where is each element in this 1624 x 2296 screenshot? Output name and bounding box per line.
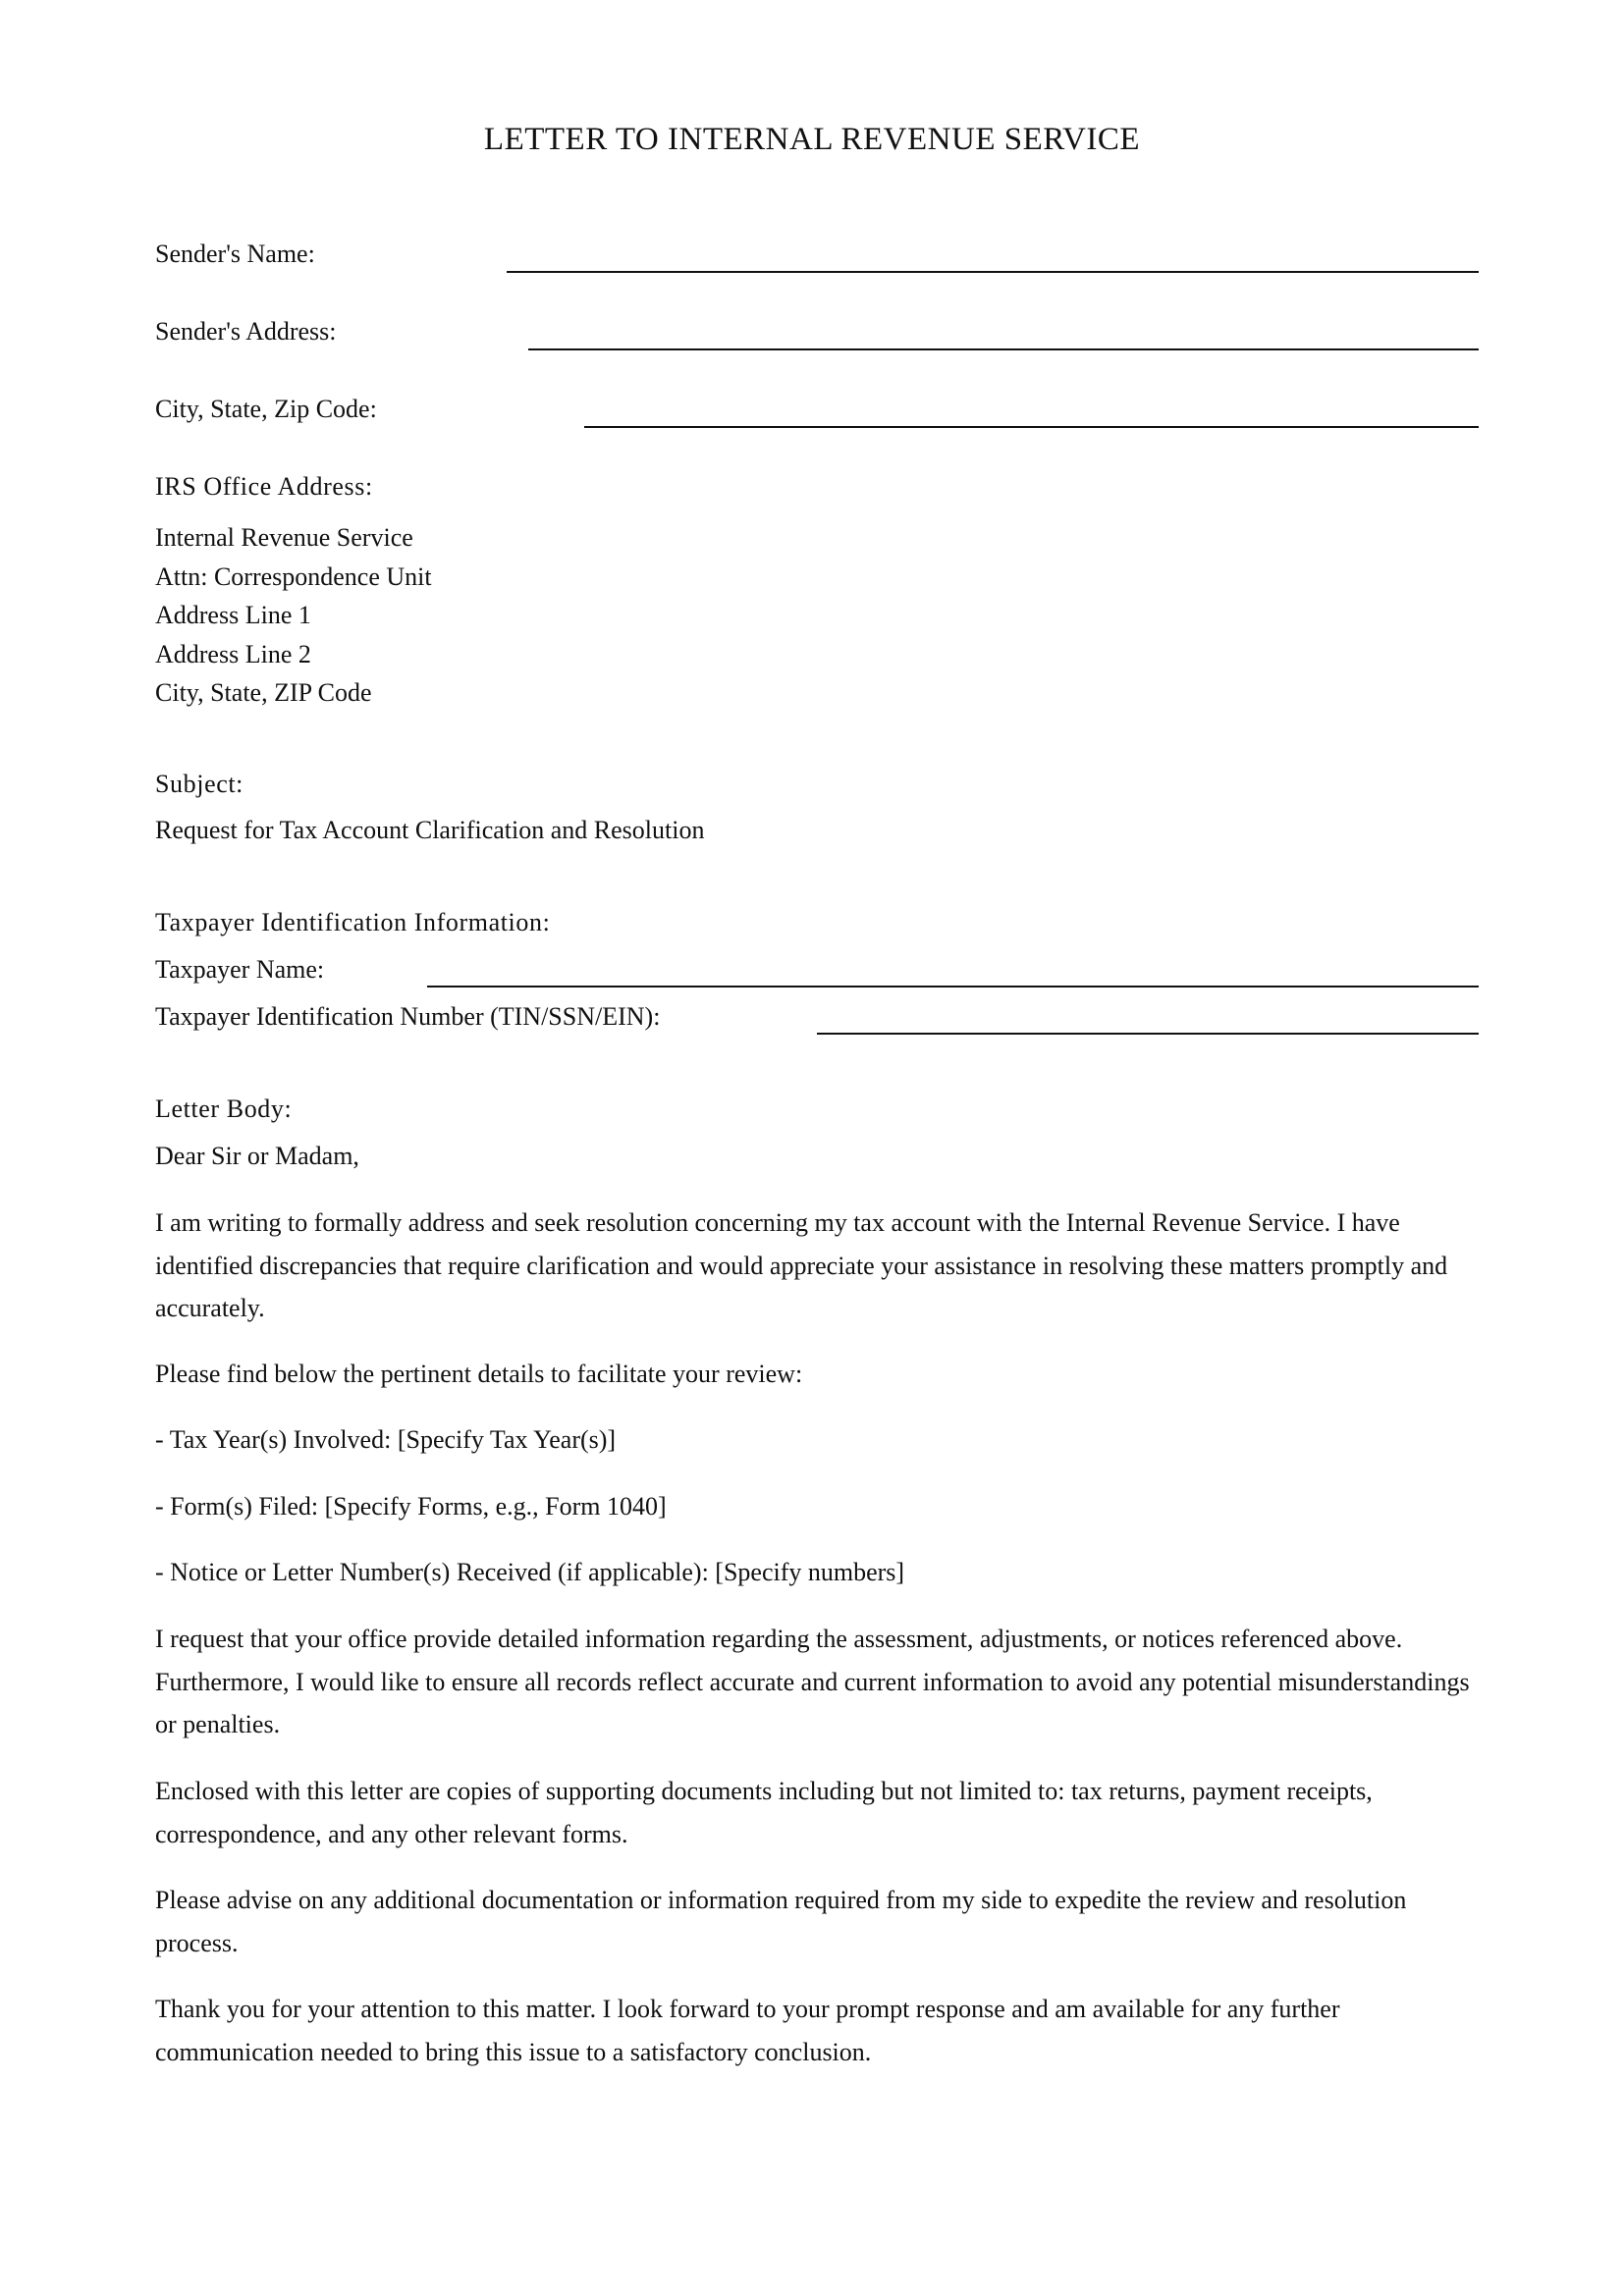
irs-office-heading: IRS Office Address: xyxy=(155,472,373,501)
irs-address-line: City, State, ZIP Code xyxy=(155,678,372,707)
body-paragraph: Please advise on any additional documentation or information required from my side to expedite the review and resolution process. xyxy=(155,1886,1407,1957)
taxpayer-name-field-line[interactable] xyxy=(427,986,1479,988)
subject-text: Request for Tax Account Clarification and Resolution xyxy=(155,816,705,844)
irs-office-address xyxy=(155,518,432,713)
body-paragraph: Enclosed with this letter are copies of supporting documents including but not limited to: tax returns, payment receipts, correspondence, and any other relevant forms. xyxy=(155,1777,1373,1848)
irs-address-line: Address Line 2 xyxy=(155,639,311,668)
subject-heading: Subject: xyxy=(155,770,244,798)
salutation: Dear Sir or Madam, xyxy=(155,1142,359,1170)
irs-address-line: Address Line 1 xyxy=(155,601,311,629)
sender-city-label: City, State, Zip Code: xyxy=(155,395,377,423)
sender-address-label: Sender's Address: xyxy=(155,317,337,346)
letter-body-heading: Letter Body: xyxy=(155,1095,293,1123)
body-paragraph: I request that your office provide detailed information regarding the assessment, adjustments, or notices referenced above. Furthermore, I would like to ensure all records reflect accurate and current information to avoid any potential misunderstandings or penalties. xyxy=(155,1625,1470,1738)
irs-address-line: Attn: Correspondence Unit xyxy=(155,561,432,591)
body-paragraph: Thank you for your attention to this matter. I look forward to your prompt response and am available for any further communication needed to bring this issue to a satisfactory conclusion. xyxy=(155,1995,1340,2066)
sender-name-field-line[interactable] xyxy=(507,271,1479,273)
sender-address-field-line[interactable] xyxy=(528,348,1479,350)
document-title: LETTER TO INTERNAL REVENUE SERVICE xyxy=(483,122,1141,157)
detail-item: - Notice or Letter Number(s) Received (if applicable): [Specify numbers] xyxy=(155,1558,905,1586)
taxpayer-heading: Taxpayer Identification Information: xyxy=(155,908,551,936)
detail-item: - Tax Year(s) Involved: [Specify Tax Year(s)] xyxy=(155,1425,617,1454)
body-paragraph: Please find below the pertinent details to facilitate your review: xyxy=(155,1360,803,1388)
irs-address-line: Internal Revenue Service xyxy=(155,523,413,552)
detail-item: - Form(s) Filed: [Specify Forms, e.g., Form 1040] xyxy=(155,1492,667,1521)
taxpayer-name-label: Taxpayer Name: xyxy=(155,955,325,984)
taxpayer-tin-field-line[interactable] xyxy=(817,1033,1479,1035)
body-paragraph: I am writing to formally address and seek resolution concerning my tax account with the Internal Revenue Service. I have identified discrepancies that require clarification and would appreciate your assistance in resolving these matters promptly and accurately. xyxy=(155,1208,1448,1322)
taxpayer-tin-label: Taxpayer Identification Number (TIN/SSN/EIN): xyxy=(155,1002,661,1031)
sender-name-label: Sender's Name: xyxy=(155,240,315,268)
sender-city-field-line[interactable] xyxy=(584,426,1479,428)
